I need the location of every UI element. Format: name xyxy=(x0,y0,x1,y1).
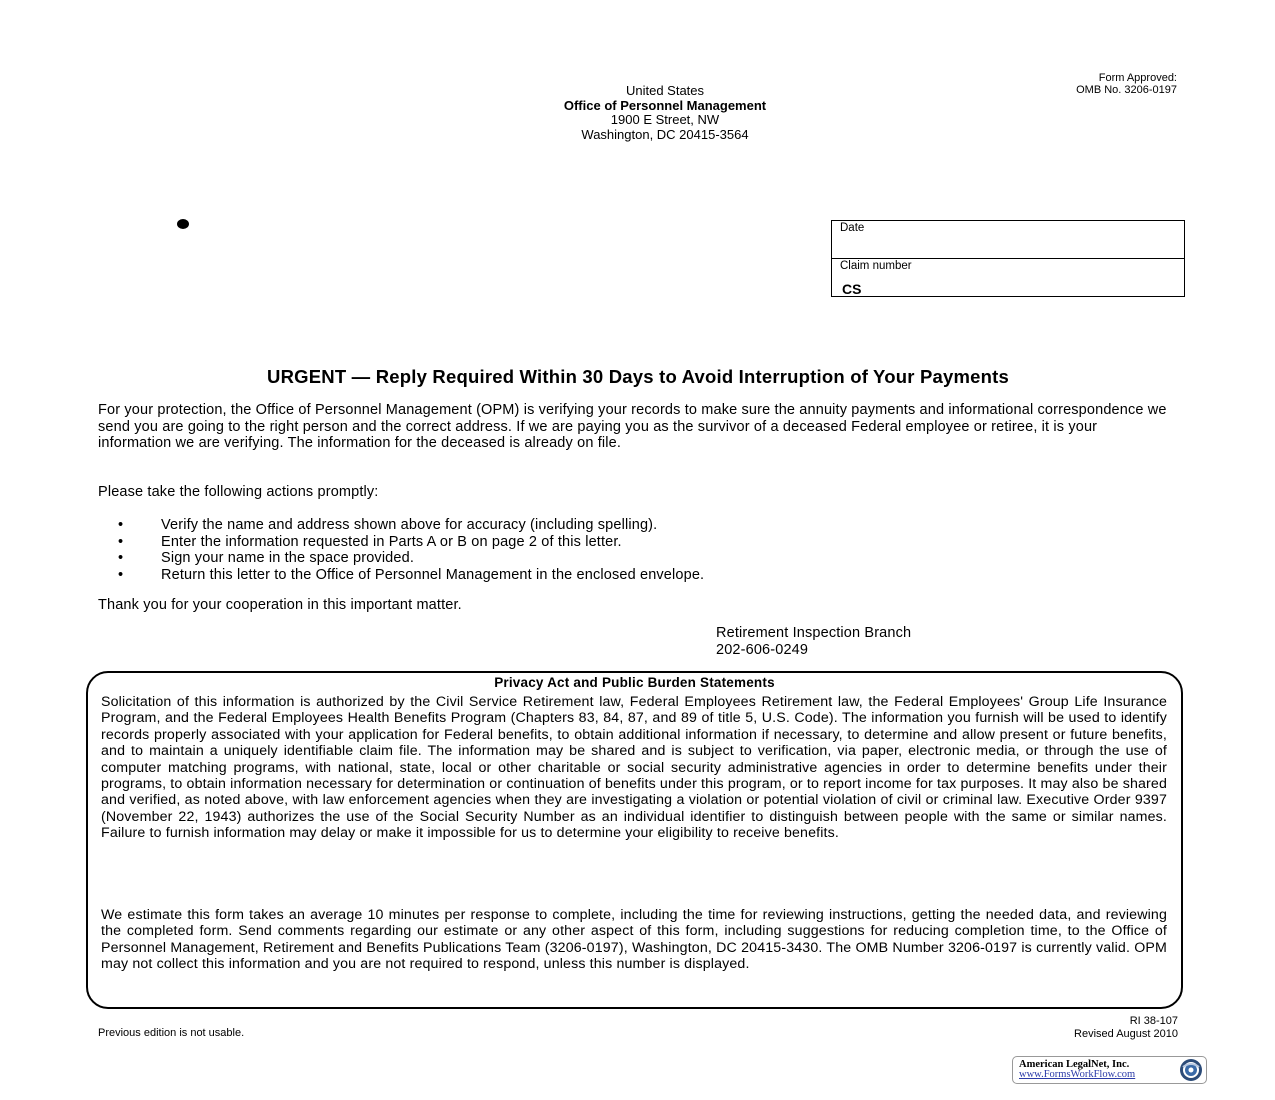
bullet-icon: • xyxy=(118,550,124,566)
american-legalnet-logo[interactable] xyxy=(1012,1056,1207,1084)
revision-date: Revised August 2010 xyxy=(1074,1027,1178,1040)
signature-branch: Retirement Inspection Branch xyxy=(716,625,912,641)
omb-number: OMB No. 3206-0197 xyxy=(1076,84,1177,96)
bullet-icon: • xyxy=(118,566,124,583)
street-line: 1900 E Street, NW xyxy=(610,112,720,127)
action-text: Return this letter to the Office of Personnel Management in the enclosed envelope. xyxy=(161,566,705,583)
thank-you-line: Thank you for your cooperation in this important matter. xyxy=(98,597,462,613)
intro-paragraph: For your protection, the Office of Personnel Management (OPM) is verifying your records to make sure the annuity payments and informational correspondence we send you are going to the right person and the correct address. If we are paying you as the survivor of a deceased Federal employee or retiree, it is your information we are verifying. The information for the deceased is already on file. xyxy=(98,402,1167,451)
action-text: Enter the information requested in Parts A or B on page 2 of this letter. xyxy=(161,533,622,550)
claim-number-field[interactable] xyxy=(832,259,1184,296)
letter-title: URGENT — Reply Required Within 30 Days to Avoid Interruption of Your Payments xyxy=(267,366,1009,387)
claim-number-value: CS xyxy=(842,281,862,297)
list-item xyxy=(118,534,704,551)
omb-approval xyxy=(1000,72,1177,96)
privacy-title: Privacy Act and Public Burden Statements xyxy=(494,675,775,690)
bullet-icon: • xyxy=(118,517,124,533)
logo-company-name: American LegalNet, Inc. xyxy=(1019,1059,1130,1070)
action-text: Sign your name in the space provided. xyxy=(161,550,415,566)
list-item xyxy=(118,567,704,584)
previous-edition-note: Previous edition is not usable. xyxy=(98,1027,245,1039)
privacy-statement-box xyxy=(86,671,1183,1009)
date-field[interactable] xyxy=(832,221,1184,259)
privacy-act-paragraph: Solicitation of this information is authorized by the Civil Service Retirement law, Federal Employees Retirement law, the Federal Employees' Group Life Insurance Program, and the Federal Employees Health Benefits Program (Chapters 83, 84, 87, and 89 of title 5, U.S. Code). The information you furnish will be used to identify records properly associated with your application for Federal benefits, to obtain additional information if necessary, to determine and allow present or future benefits, and to maintain a uniquely identifiable claim file. The information may be shared and is subject to verification, via paper, electronic media, or through the use of computer matching programs, with national, state, local or other charitable or social security administrative agencies in order to determine benefits under their programs, to obtain information necessary for determination or continuation of benefits under this program, or to report income for tax purposes. It may also be shared and verified, as noted above, with law enforcement agencies when they are investigating a violation or potential violation of civil or criminal law. Executive Order 9397 (November 22, 1943) authorizes the use of the Social Security Number as an individual identifier to distinguish between people with the same or similar names. Failure to furnish information may delay or make it impossible for us to determine your eligibility to receive benefits. xyxy=(101,694,1168,842)
globe-logo-icon xyxy=(1179,1058,1203,1082)
city-line: Washington, DC 20415-3564 xyxy=(581,126,749,142)
date-label: Date xyxy=(840,222,865,234)
agency-address-block xyxy=(480,84,850,142)
agency-name: Office of Personnel Management xyxy=(563,97,767,113)
date-claim-box xyxy=(831,220,1185,297)
address-marker-dot xyxy=(177,219,189,229)
bullet-icon: • xyxy=(118,533,124,550)
public-burden-paragraph: We estimate this form takes an average 10 minutes per response to complete, including the time for reviewing instructions, getting the needed data, and reviewing the completed form. Send comments regarding our estimate or any other aspect of this form, including suggestions for reducing completion time, to the Office of Personnel Management, Retirement and Benefits Publications Team (3206-0197), Washington, DC 20415-3430. The OMB Number 3206-0197 is currently valid. OPM may not collect this information and you are not required to respond, unless this number is displayed. xyxy=(101,907,1167,973)
list-item xyxy=(118,517,704,534)
form-approved-label: Form Approved: xyxy=(1098,72,1177,84)
action-text: Verify the name and address shown above for accuracy (including spelling). xyxy=(161,517,658,533)
actions-prompt: Please take the following actions promptly: xyxy=(98,484,379,500)
actions-list xyxy=(118,517,704,583)
signature-block xyxy=(716,625,911,659)
logo-url-link[interactable]: www.FormsWorkFlow.com xyxy=(1019,1069,1136,1080)
signature-phone: 202-606-0249 xyxy=(716,642,809,658)
country-line: United States xyxy=(625,83,705,98)
form-identifier xyxy=(980,1015,1178,1040)
claim-number-label: Claim number xyxy=(840,260,912,272)
form-number: RI 38-107 xyxy=(1129,1015,1178,1027)
list-item xyxy=(118,550,704,567)
